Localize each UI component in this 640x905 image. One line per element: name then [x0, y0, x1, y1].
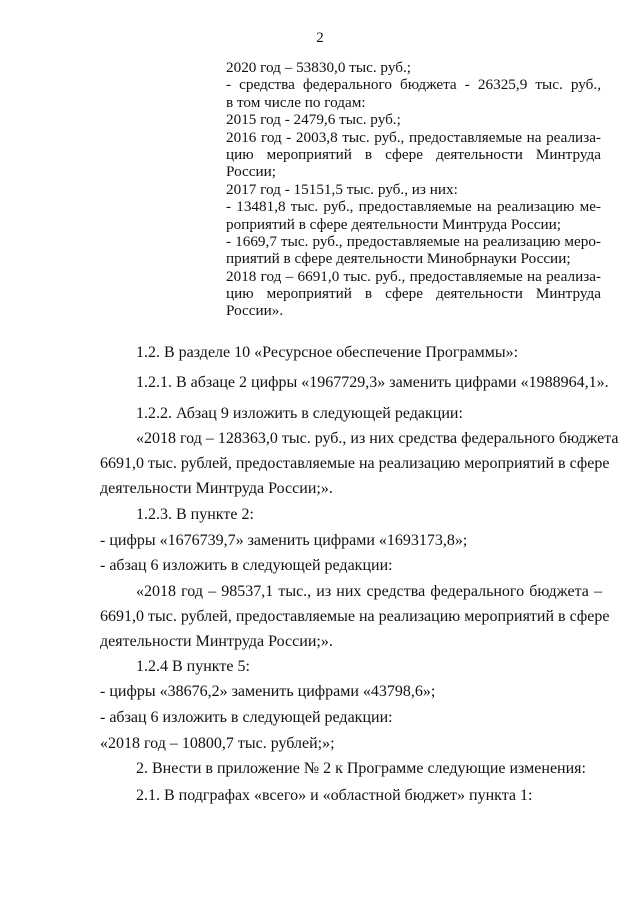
text-line: приятий в сфере деятельности Минобрнауки России;: [226, 250, 571, 268]
quote-line: деятельности Минтруда России;».: [100, 480, 333, 497]
paragraph: - абзац 6 изложить в следующей редакции:: [100, 557, 393, 574]
quote-line: деятельности Минтруда России;».: [100, 633, 333, 650]
paragraph: 1.2.1. В абзаце 2 цифры «1967729,3» заменить цифрами «1988964,1».: [136, 374, 609, 391]
text-line: - 1669,7 тыс. руб., предоставляемые на реализацию меро-: [226, 232, 601, 250]
text-line: 2016 год - 2003,8 тыс. руб., предоставляемые на реализа-: [226, 128, 601, 146]
paragraph: - цифры «1676739,7» заменить цифрами «1693173,8»;: [100, 532, 468, 549]
text-line: в том числе по годам:: [226, 93, 366, 111]
text-line: 2018 год – 6691,0 тыс. руб., предоставляемые на реализа-: [226, 267, 601, 285]
paragraph: 2.1. В подграфах «всего» и «областной бюджет» пункта 1:: [136, 787, 533, 804]
text-line: - 13481,8 тыс. руб., предоставляемые на реализацию ме-: [226, 198, 601, 216]
text-line: 2017 год - 15151,5 тыс. руб., из них:: [226, 180, 458, 198]
quote-line: «2018 год – 98537,1 тыс., из них средства федерального бюджета –: [136, 583, 602, 600]
paragraph: 1.2.2. Абзац 9 изложить в следующей редакции:: [136, 405, 463, 422]
page-number: 2: [316, 30, 324, 46]
paragraph: «2018 год – 10800,7 тыс. рублей;»;: [100, 735, 335, 752]
quote-line: 6691,0 тыс. рублей, предоставляемые на реализацию мероприятий в сфере: [100, 608, 610, 625]
text-line: роприятий в сфере деятельности Минтруда России;: [226, 215, 561, 233]
text-line: России;: [226, 163, 276, 181]
text-line: - средства федерального бюджета - 26325,9 тыс. руб.,: [226, 76, 601, 94]
text-line: цию мероприятий в сфере деятельности Минтруда: [226, 285, 601, 303]
quote-line: 6691,0 тыс. рублей, предоставляемые на реализацию мероприятий в сфере: [100, 455, 610, 472]
paragraph: 1.2.4 В пункте 5:: [136, 658, 250, 675]
text-line: 2015 год - 2479,6 тыс. руб.;: [226, 111, 401, 129]
funding-breakdown-block: [226, 59, 601, 320]
paragraph: - абзац 6 изложить в следующей редакции:: [100, 709, 393, 726]
text-line: России».: [226, 302, 284, 320]
quote-line: «2018 год – 128363,0 тыс. руб., из них средства федерального бюджета: [136, 430, 619, 447]
paragraph: 1.2. В разделе 10 «Ресурсное обеспечение Программы»:: [136, 344, 519, 361]
paragraph: 2. Внести в приложение № 2 к Программе следующие изменения:: [136, 760, 586, 777]
paragraph: - цифры «38676,2» заменить цифрами «43798,6»;: [100, 683, 436, 700]
text-line: 2020 год – 53830,0 тыс. руб.;: [226, 59, 411, 76]
text-line: цию мероприятий в сфере деятельности Минтруда: [226, 145, 601, 163]
paragraph: 1.2.3. В пункте 2:: [136, 506, 254, 523]
